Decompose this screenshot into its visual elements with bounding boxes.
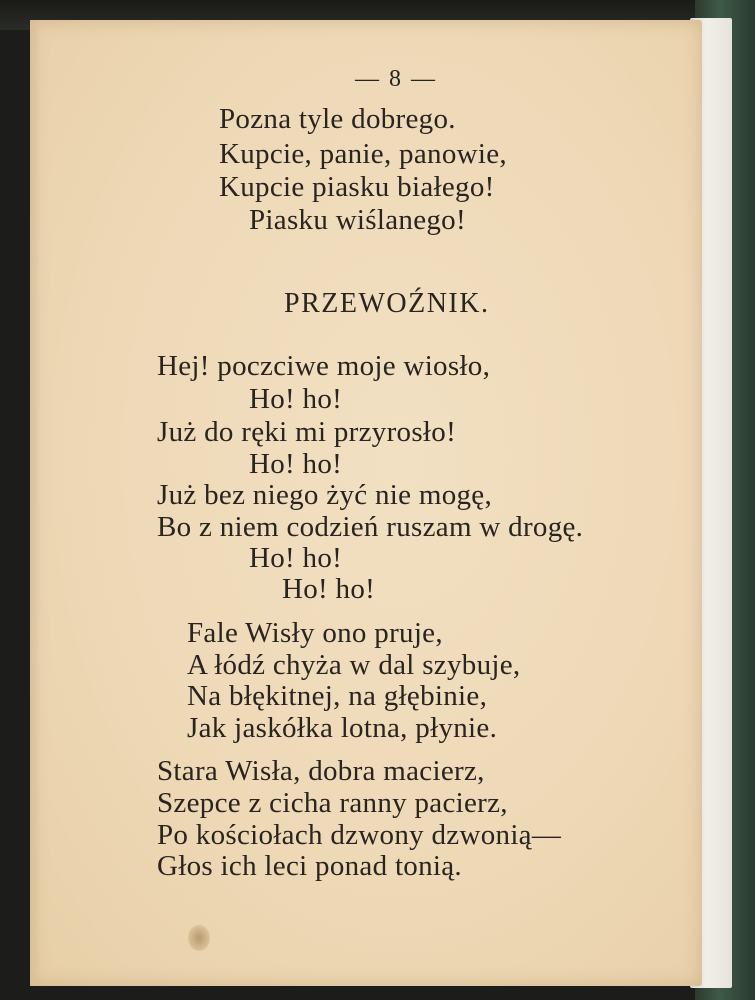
verse-line: Kupcie piasku białego! bbox=[219, 171, 495, 203]
poem-title: PRZEWOŹNIK. bbox=[284, 288, 490, 319]
verse-line: Bo z niem codzień ruszam w drogę. bbox=[157, 511, 584, 543]
verse-line: A łódź chyża w dal szybuje, bbox=[187, 649, 521, 681]
verse-line: Już bez niego żyć nie mogę, bbox=[157, 479, 493, 511]
verse-line: Ho! ho! bbox=[282, 573, 376, 605]
verse-line: Głos ich leci ponad tonią. bbox=[157, 850, 462, 882]
paper-stain bbox=[188, 925, 210, 951]
verse-line: Ho! ho! bbox=[249, 383, 343, 415]
verse-line: Pozna tyle dobrego. bbox=[219, 103, 456, 135]
verse-line: Ho! ho! bbox=[249, 448, 343, 480]
verse-line: Po kościołach dzwony dzwonią— bbox=[157, 819, 562, 851]
page-number: — 8 — bbox=[355, 66, 437, 92]
verse-line: Fale Wisły ono pruje, bbox=[187, 617, 443, 649]
verse-line: Piasku wiślanego! bbox=[249, 204, 466, 236]
verse-line: Już do ręki mi przyrosło! bbox=[157, 416, 457, 448]
verse-line: Ho! ho! bbox=[249, 542, 343, 574]
verse-line: Hej! poczciwe moje wiosło, bbox=[157, 350, 491, 382]
verse-line: Na błękitnej, na głębinie, bbox=[187, 680, 488, 712]
verse-line: Jak jaskółka lotna, płynie. bbox=[187, 712, 498, 744]
verse-line: Szepce z cicha ranny pacierz, bbox=[157, 787, 508, 819]
verse-line: Stara Wisła, dobra macierz, bbox=[157, 755, 485, 787]
page-shadow-edge bbox=[30, 20, 40, 986]
verse-line: Kupcie, panie, panowie, bbox=[219, 138, 507, 170]
